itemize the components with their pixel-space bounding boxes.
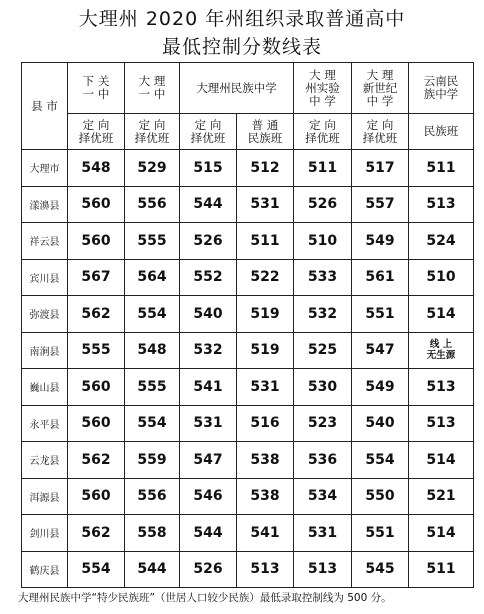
subheader-xinshiji: 定 向 择优班 (352, 114, 409, 150)
score-cell: 513 (409, 186, 474, 223)
score-cell: 526 (180, 223, 237, 260)
score-cell: 541 (180, 369, 237, 406)
score-cell: 562 (68, 296, 125, 333)
score-cell: 551 (352, 515, 409, 552)
score-cell: 531 (180, 405, 237, 442)
header-dali1: 大 理 一 中 (125, 63, 180, 114)
county-name: 巍山县 (22, 369, 68, 406)
table-row (22, 223, 474, 260)
county-name: 剑川县 (22, 515, 68, 552)
subheader-shiyan: 定 向 择优班 (294, 114, 352, 150)
title-line-2: 最低控制分数线表 (161, 36, 322, 58)
table-row (22, 551, 474, 588)
table-row (22, 296, 474, 333)
subheader-yunnan: 民族班 (409, 114, 474, 150)
score-cell: 510 (294, 223, 352, 260)
table-row (22, 405, 474, 442)
score-cell: 510 (409, 259, 474, 296)
score-cell: 548 (68, 150, 125, 187)
score-cell: 534 (294, 478, 352, 515)
score-cell: 511 (237, 223, 294, 260)
score-cell: 556 (125, 478, 180, 515)
score-cell: 519 (237, 296, 294, 333)
county-name: 永平县 (22, 405, 68, 442)
score-cell: 562 (68, 442, 125, 479)
score-cell: 512 (237, 150, 294, 187)
footer-note: 大理州民族中学“特少民族班”（世居人口较少民族）最低录取控制线为 500 分。 (18, 592, 392, 604)
score-cell: 522 (237, 259, 294, 296)
score-cell: 540 (180, 296, 237, 333)
score-cell: 526 (294, 186, 352, 223)
score-cell: 513 (409, 405, 474, 442)
score-cell: 533 (294, 259, 352, 296)
score-cell: 548 (125, 332, 180, 369)
table-row (22, 150, 474, 187)
score-cell: 514 (409, 296, 474, 333)
score-cell: 554 (352, 442, 409, 479)
score-cell: 531 (237, 369, 294, 406)
score-cell: 555 (125, 223, 180, 260)
table-row (22, 186, 474, 223)
header-yunnan-minzu: 云南民 族中学 (409, 63, 474, 114)
score-cell: 530 (294, 369, 352, 406)
score-cell: 547 (180, 442, 237, 479)
county-name: 南涧县 (22, 332, 68, 369)
score-cell: 540 (352, 405, 409, 442)
subheader-row (22, 114, 474, 150)
score-cell: 545 (352, 551, 409, 588)
county-name: 洱源县 (22, 478, 68, 515)
score-cell: 555 (68, 332, 125, 369)
score-cell: 550 (352, 478, 409, 515)
score-cell: 547 (352, 332, 409, 369)
score-cell: 544 (180, 186, 237, 223)
table-row (22, 369, 474, 406)
score-cell: 511 (409, 150, 474, 187)
score-cell: 560 (68, 186, 125, 223)
county-name: 宾川县 (22, 259, 68, 296)
county-name: 大理市 (22, 150, 68, 187)
subheader-minzu-dingxiang: 定 向 择优班 (180, 114, 237, 150)
score-cell: 513 (294, 551, 352, 588)
table-row (22, 332, 474, 369)
score-cell: 546 (180, 478, 237, 515)
score-cell: 562 (68, 515, 125, 552)
score-cell: 536 (294, 442, 352, 479)
score-cell: 523 (294, 405, 352, 442)
score-cell: 564 (125, 259, 180, 296)
score-cell: 538 (237, 478, 294, 515)
score-cell: 560 (68, 223, 125, 260)
score-cell: 560 (68, 405, 125, 442)
score-cell: 526 (180, 551, 237, 588)
score-cell: 514 (409, 515, 474, 552)
score-table (21, 62, 474, 588)
score-cell: 513 (409, 369, 474, 406)
score-cell: 554 (125, 296, 180, 333)
score-cell: 513 (237, 551, 294, 588)
table-row (22, 478, 474, 515)
header-row (22, 63, 474, 114)
table-row (22, 442, 474, 479)
score-cell: 529 (125, 150, 180, 187)
score-cell: 519 (237, 332, 294, 369)
score-cell: 524 (409, 223, 474, 260)
score-cell: 516 (237, 405, 294, 442)
score-cell: 560 (68, 369, 125, 406)
score-cell: 515 (180, 150, 237, 187)
table-row (22, 515, 474, 552)
score-cell: 560 (68, 478, 125, 515)
score-cell: 525 (294, 332, 352, 369)
score-cell: 552 (180, 259, 237, 296)
score-cell: 549 (352, 369, 409, 406)
table-row (22, 259, 474, 296)
score-cell: 544 (125, 551, 180, 588)
score-cell: 561 (352, 259, 409, 296)
score-cell: 531 (237, 186, 294, 223)
county-name: 鹤庆县 (22, 551, 68, 588)
county-name: 祥云县 (22, 223, 68, 260)
score-cell: 521 (409, 478, 474, 515)
score-cell: 532 (294, 296, 352, 333)
county-name: 漾濞县 (22, 186, 68, 223)
score-cell: 554 (125, 405, 180, 442)
county-name: 弥渡县 (22, 296, 68, 333)
header-xiaguan: 下 关 一 中 (68, 63, 125, 114)
score-cell: 541 (237, 515, 294, 552)
score-cell: 556 (125, 186, 180, 223)
subheader-dali1: 定 向 择优班 (125, 114, 180, 150)
score-cell: 554 (68, 551, 125, 588)
score-cell: 567 (68, 259, 125, 296)
header-xinshiji: 大 理 新世纪 中 学 (352, 63, 409, 114)
county-name: 云龙县 (22, 442, 68, 479)
subheader-minzu-putong: 普 通 民族班 (237, 114, 294, 150)
score-cell: 511 (294, 150, 352, 187)
score-cell: 531 (294, 515, 352, 552)
score-cell: 511 (409, 551, 474, 588)
header-shiyan: 大 理 州实验 中 学 (294, 63, 352, 114)
county-header: 县 市 (22, 63, 68, 150)
score-cell: 532 (180, 332, 237, 369)
score-cell: 559 (125, 442, 180, 479)
score-cell: 514 (409, 442, 474, 479)
score-cell: 551 (352, 296, 409, 333)
title-line-1: 大理州 2020 年州组织录取普通高中 (78, 8, 406, 30)
score-cell: 555 (125, 369, 180, 406)
score-cell: 544 (180, 515, 237, 552)
score-cell: 558 (125, 515, 180, 552)
no-candidates-note: 线 上 无生源 (409, 332, 474, 369)
score-cell: 549 (352, 223, 409, 260)
subheader-xiaguan: 定 向 择优班 (68, 114, 125, 150)
score-cell: 538 (237, 442, 294, 479)
header-dalizhou-minzu: 大理州民族中学 (180, 63, 294, 114)
score-cell: 517 (352, 150, 409, 187)
score-cell: 557 (352, 186, 409, 223)
